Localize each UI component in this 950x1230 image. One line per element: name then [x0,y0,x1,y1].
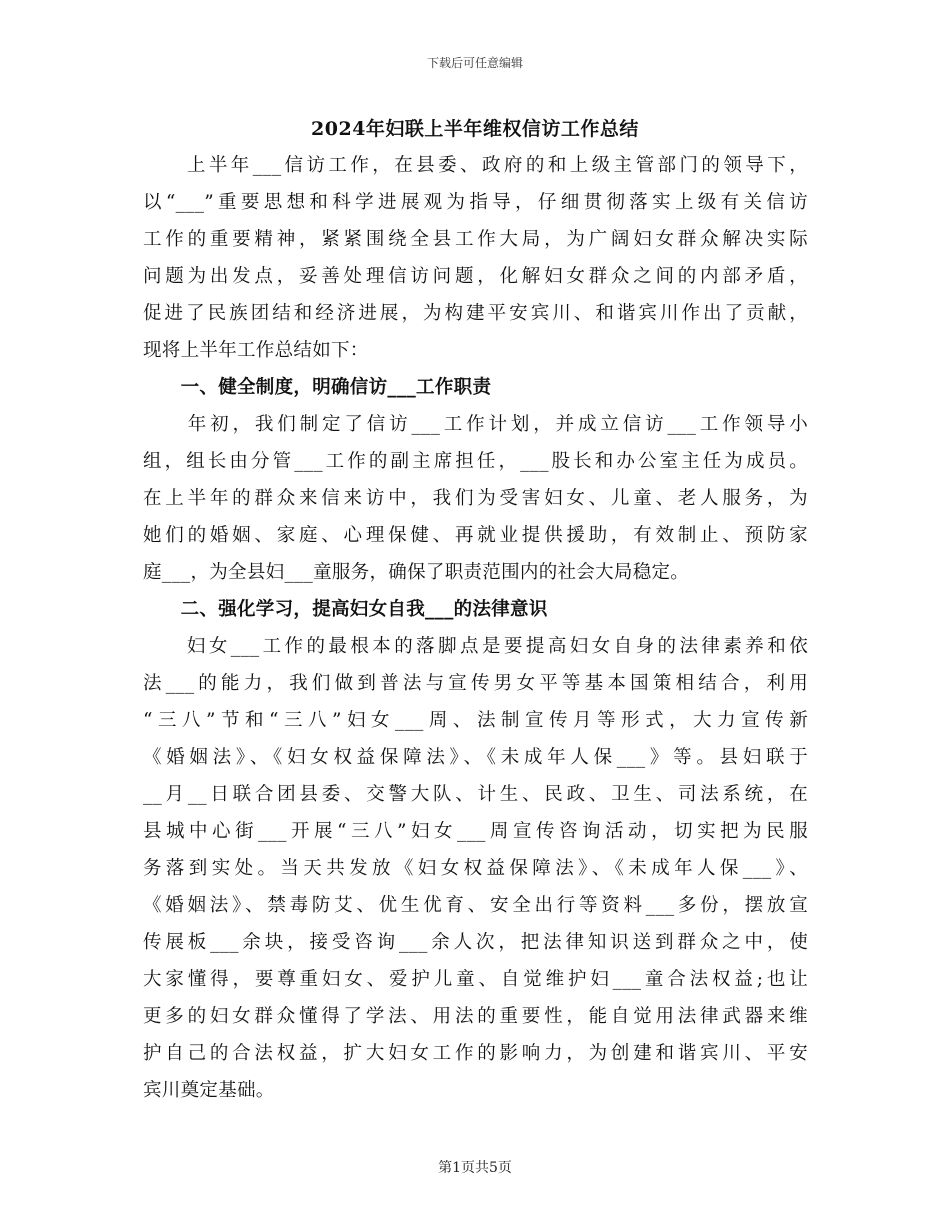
text-line: 妇女___工作的最根本的落脚点是要提高妇女自身的法律素养和依 [143,636,808,657]
text-line: 在上半年的群众来信来访中，我们为受害妇女、儿童、老人服务，为 [143,488,808,509]
text-line: 务落到实处。当天共发放《妇女权益保障法》、《未成年人保___》、 [143,858,808,879]
text-line: 她们的婚姻、家庭、心理保健、再就业提供援助，有效制止、预防家 [143,525,808,546]
text-line: 庭___，为全县妇___童服务，确保了职责范围内的社会大局稳定。 [143,562,690,583]
text-line: 问题为出发点，妥善处理信访问题，化解妇女群众之间的内部矛盾， [143,266,808,287]
text-line: 《婚姻法》、禁毒防艾、优生优育、安全出行等资料___多份，摆放宣 [143,895,808,916]
text-line: 年初，我们制定了信访___工作计划，并成立信访___工作领导小 [143,414,808,435]
page-number: 第1页共5页 [438,1160,512,1176]
section-heading: 一、健全制度，明确信访___工作职责 [143,377,492,398]
text-line: 组，组长由分管___工作的副主席担任，___股长和办公室主任为成员。 [143,451,808,472]
section-heading: 二、强化学习，提高妇女自我___的法律意识 [143,599,548,620]
text-line: 以“___”重要思想和科学进展观为指导，仔细贯彻落实上级有关信访 [143,192,808,213]
document-title: 2024年妇联上半年维权信访工作总结 [311,118,639,140]
text-line: 工作的重要精神，紧紧围绕全县工作大局，为广阔妇女群众解决实际 [143,229,808,250]
text-line: 更多的妇女群众懂得了学法、用法的重要性，能自觉用法律武器来维 [143,1006,808,1027]
text-line: “三八”节和“三八”妇女___周、法制宣传月等形式，大力宣传新 [143,710,808,731]
text-line: 《婚姻法》、《妇女权益保障法》、《未成年人保___》等。县妇联于 [143,747,808,768]
text-line: 县城中心街___开展“三八”妇女___周宣传咨询活动，切实把为民服 [143,821,808,842]
text-line: 大家懂得，要尊重妇女、爱护儿童、自觉维护妇___童合法权益;也让 [143,969,808,990]
header-note: 下载后可任意编辑 [426,56,523,70]
text-line: 法___的能力，我们做到普法与宣传男女平等基本国策相结合，利用 [143,673,808,694]
text-line: 护自己的合法权益，扩大妇女工作的影响力，为创建和谐宾川、平安 [143,1043,808,1064]
text-line: 宾川奠定基础。 [143,1080,275,1101]
text-line: __月__日联合团县委、交警大队、计生、民政、卫生、司法系统，在 [143,784,808,805]
text-line: 促进了民族团结和经济进展，为构建平安宾川、和谐宾川作出了贡献， [143,303,808,324]
text-line: 上半年___信访工作，在县委、政府的和上级主管部门的领导下， [143,155,808,176]
text-line: 传展板___余块，接受咨询___余人次，把法律知识送到群众之中，使 [143,932,808,953]
text-line: 现将上半年工作总结如下： [143,340,369,361]
document-body [143,147,808,1109]
